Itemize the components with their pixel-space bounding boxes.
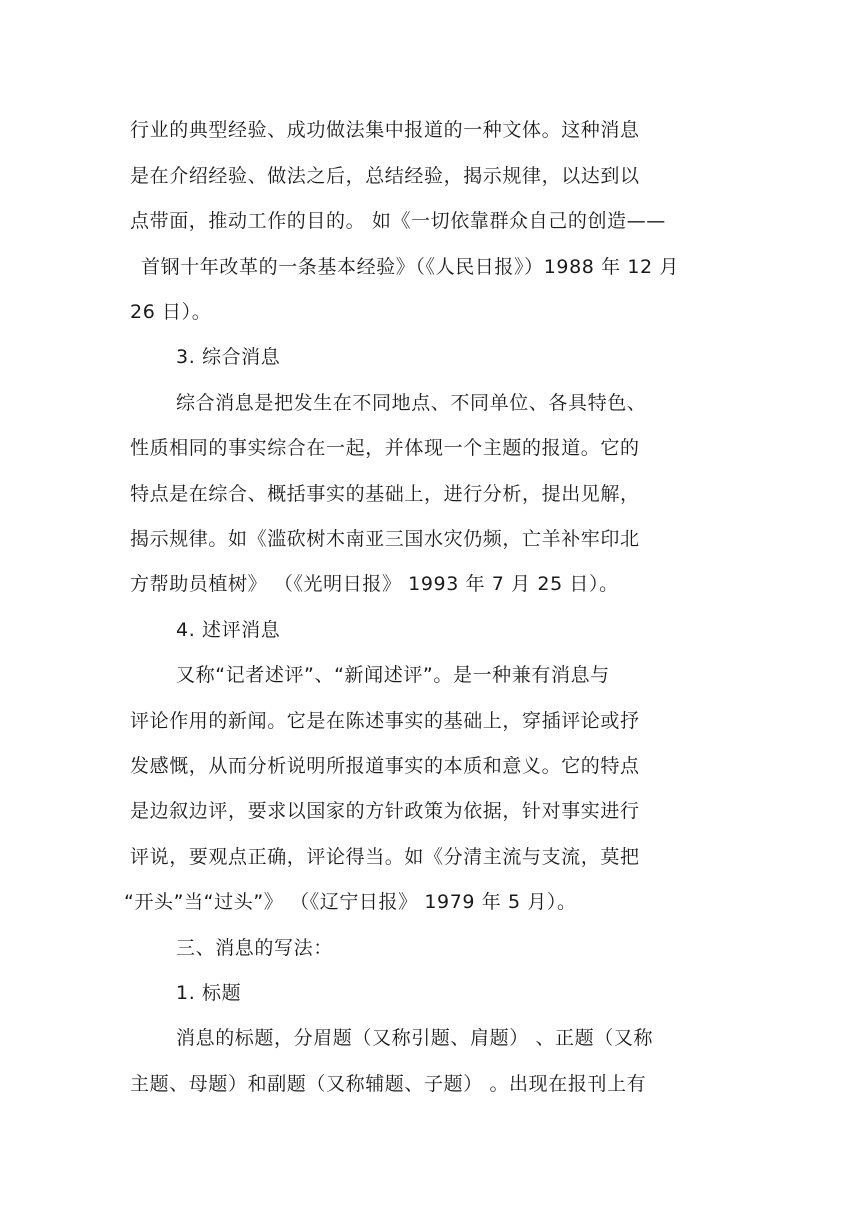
text-line: 揭示规律。如《滥砍树木南亚三国水灾仍频，亡羊补牢印北	[130, 528, 640, 550]
text-line: 26 日）。	[130, 301, 212, 323]
text-line: 点带面，推动工作的目的。 如《一切依靠群众自己的创造——	[130, 210, 666, 232]
text-line: 首钢十年改革的一条基本经验》（《人民日报》）1988 年 12 月	[141, 256, 679, 278]
text-line: “开头”当“过头”》 （《辽宁日报》 1979 年 5 月）。	[124, 891, 577, 913]
section-heading: 1. 标题	[176, 982, 242, 1004]
text-line: 是边叙边评，要求以国家的方针政策为依据，针对事实进行	[130, 800, 640, 822]
section-heading: 3. 综合消息	[176, 346, 281, 368]
text-line: 性质相同的事实综合在一起，并体现一个主题的报道。它的	[130, 437, 640, 459]
text-line: 方帮助员植树》 （《光明日报》 1993 年 7 月 25 日）。	[130, 573, 619, 595]
text-line: 主题、母题）和副题（又称辅题、子题） 。出现在报刊上有	[130, 1073, 647, 1095]
text-line: 是在介绍经验、做法之后，总结经验，揭示规律，以达到以	[130, 165, 640, 187]
section-heading: 4. 述评消息	[176, 619, 281, 641]
text-line: 评论作用的新闻。它是在陈述事实的基础上，穿插评论或抒	[130, 710, 640, 732]
text-line: 特点是在综合、概括事实的基础上，进行分析，提出见解，	[130, 483, 640, 505]
section-heading: 三、消息的写法：	[176, 937, 333, 959]
text-line: 行业的典型经验、成功做法集中报道的一种文体。这种消息	[130, 119, 640, 141]
text-line: 发感慨，从而分析说明所报道事实的本质和意义。它的特点	[130, 755, 640, 777]
text-line: 综合消息是把发生在不同地点、不同单位、各具特色、	[176, 392, 647, 414]
text-line: 又称“记者述评”、“新闻述评”。是一种兼有消息与	[176, 664, 610, 686]
text-line: 评说，要观点正确，评论得当。如《分清主流与支流，莫把	[130, 846, 640, 868]
text-line: 消息的标题，分眉题（又称引题、肩题） 、正题（又称	[176, 1027, 654, 1049]
